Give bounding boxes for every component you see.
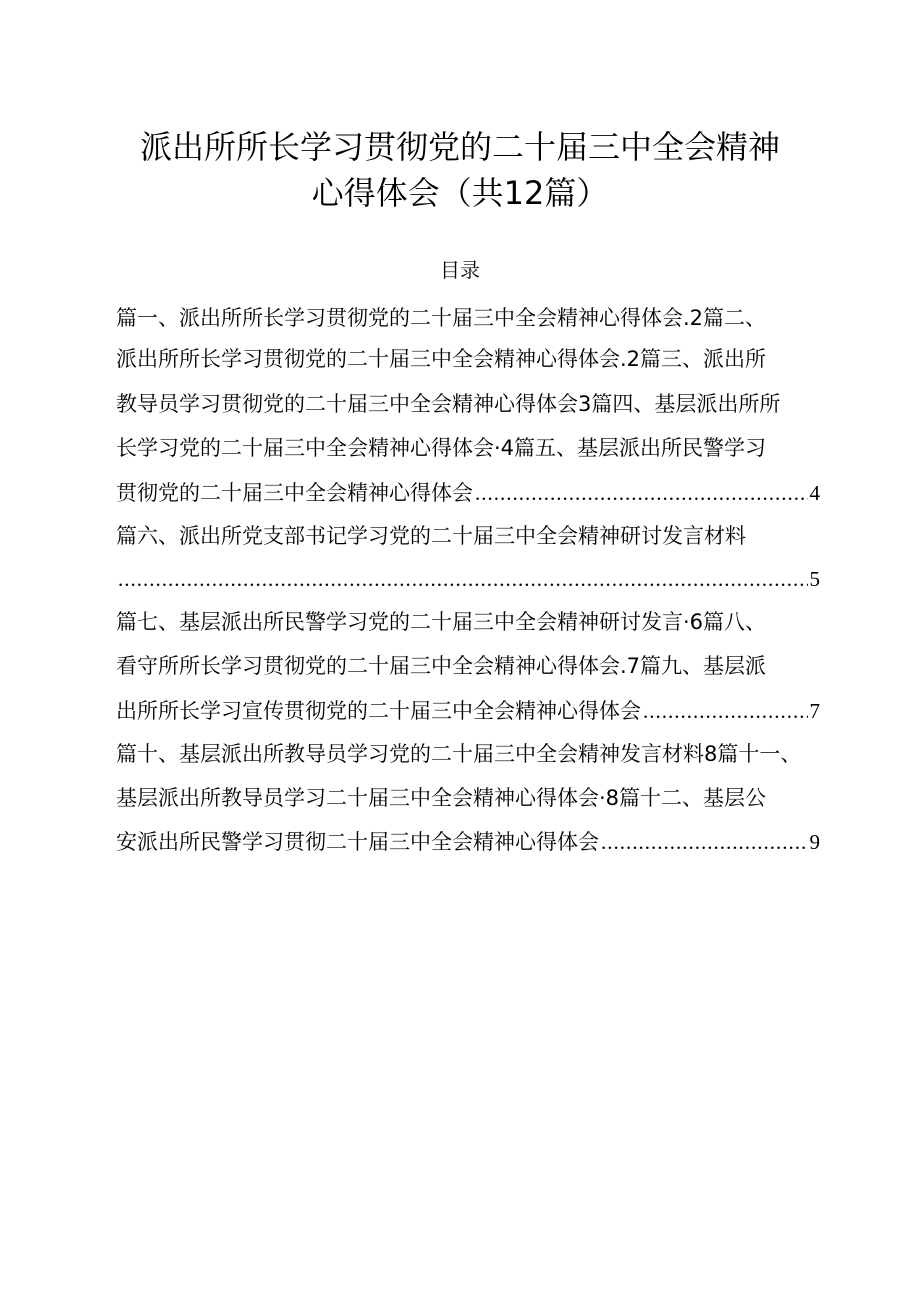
toc-line: 教导员学习贯彻党的二十届三中全会精神心得体会3篇四、基层派出所所 (116, 392, 781, 416)
toc-heading: 目录 (440, 258, 480, 282)
toc-line: 篇七、基层派出所民警学习党的二十届三中全会精神研讨发言·6篇八、 (116, 610, 767, 634)
toc-line: 看守所所长学习贯彻党的二十届三中全会精神心得体会.7篇九、基层派 (116, 654, 767, 678)
toc-page-number: 7 (809, 699, 820, 723)
toc-entry-text: 出所所长学习宣传贯彻党的二十届三中全会精神心得体会 (116, 699, 641, 723)
toc-line: 基层派出所教导员学习二十届三中全会精神心得体会·8篇十二、基层公 (116, 786, 767, 810)
toc-line-with-page (116, 564, 820, 594)
document-title-line-1: 派出所所长学习贯彻党的二十届三中全会精神 (139, 128, 780, 166)
toc-line: 篇十、基层派出所教导员学习党的二十届三中全会精神发言材料8篇十一、 (116, 742, 802, 766)
toc-leader-dots (601, 827, 808, 857)
toc-leader-dots (118, 564, 808, 594)
toc-entry-text: 贯彻党的二十届三中全会精神心得体会 (116, 481, 473, 505)
toc-line-with-page (116, 696, 820, 726)
toc-page-number: 4 (809, 481, 820, 505)
toc-line: 派出所所长学习贯彻党的二十届三中全会精神心得体会.2篇三、派出所 (116, 347, 767, 371)
toc-line: 篇六、派出所党支部书记学习党的二十届三中全会精神研讨发言材料 (116, 524, 746, 548)
toc-line-with-page (116, 478, 820, 508)
toc-entry-text: 安派出所民警学习贯彻二十届三中全会精神心得体会 (116, 830, 599, 854)
toc-line: 长学习党的二十届三中全会精神心得体会·4篇五、基层派出所民警学习 (116, 436, 767, 460)
toc-line: 篇一、派出所所长学习贯彻党的二十届三中全会精神心得体会.2篇二、 (116, 306, 767, 330)
toc-leader-dots (475, 478, 808, 508)
toc-line-with-page (116, 827, 820, 857)
toc-leader-dots (643, 696, 808, 726)
toc-page-number: 9 (809, 830, 820, 854)
toc-page-number: 5 (809, 567, 820, 591)
document-title-line-2: 心得体会（共12篇） (311, 174, 609, 212)
